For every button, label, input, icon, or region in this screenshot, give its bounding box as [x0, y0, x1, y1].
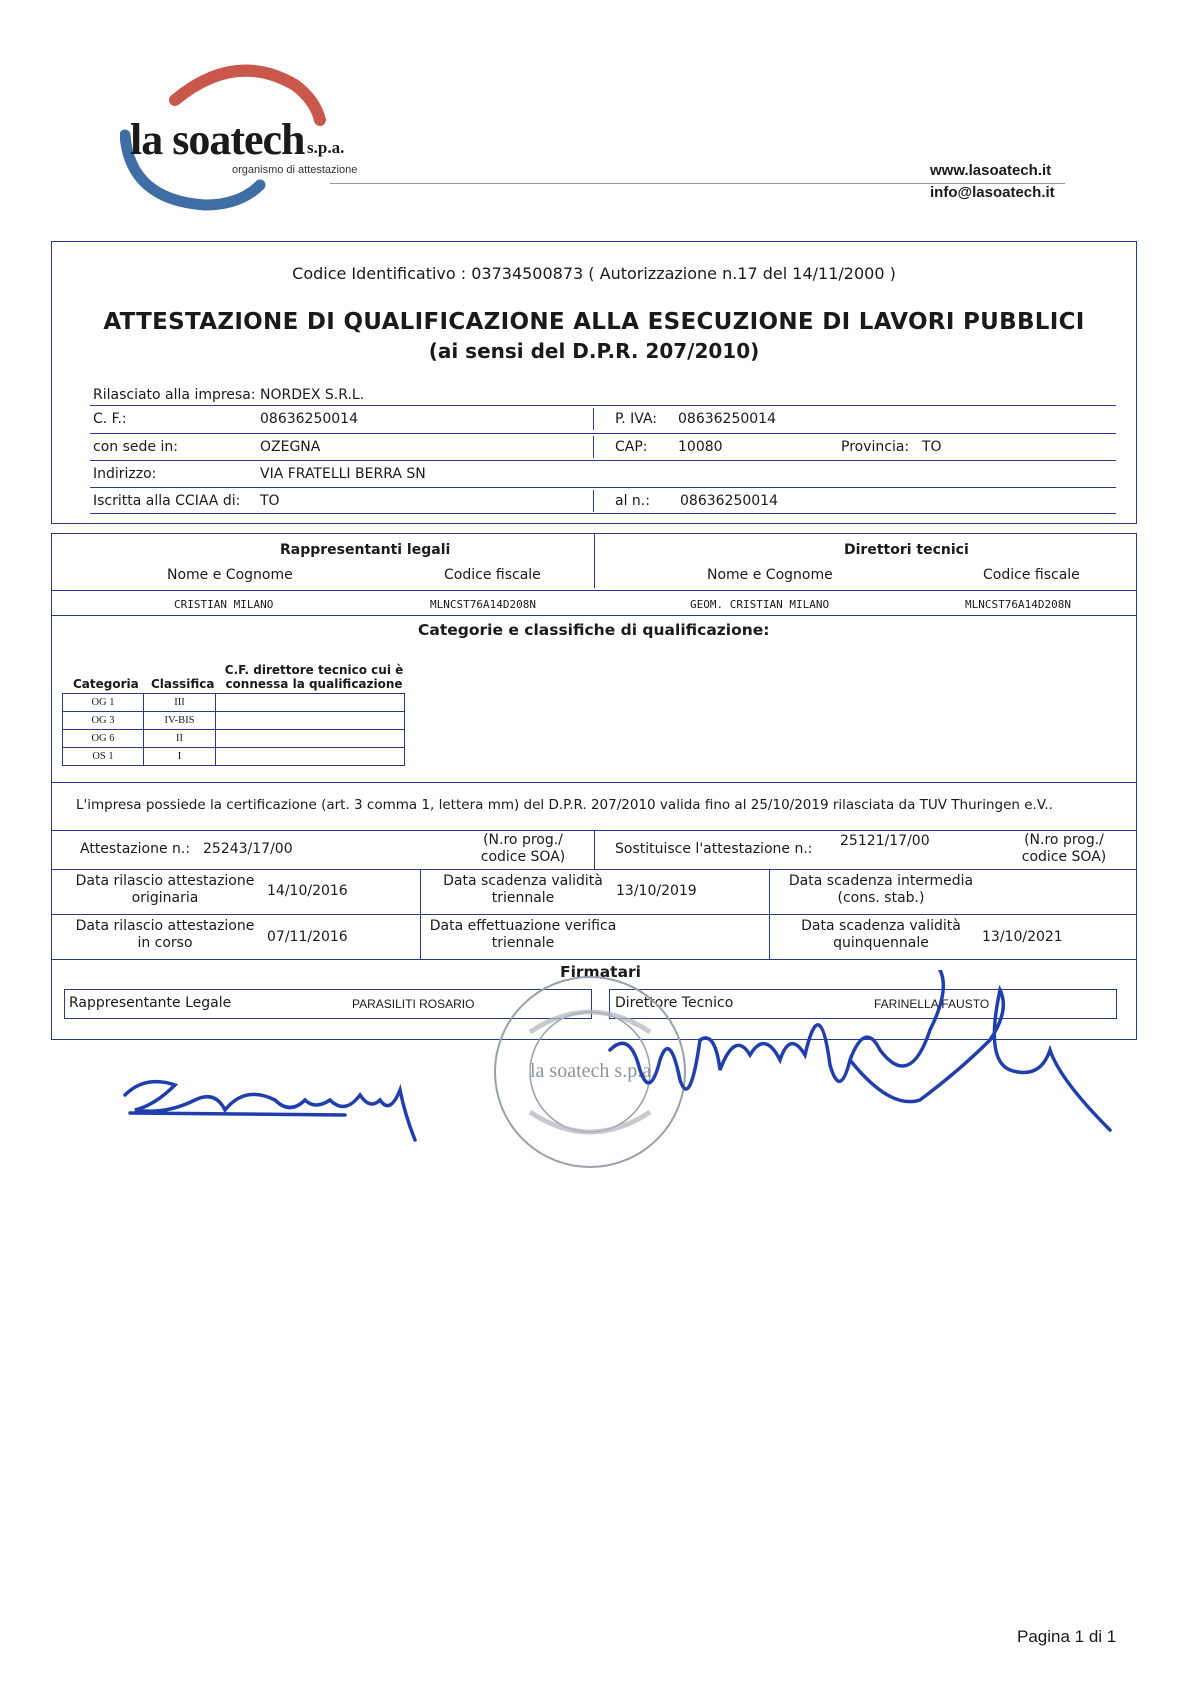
legal-name-value: CRISTIAN MILANO — [174, 598, 274, 611]
sede-value: OZEGNA — [260, 439, 321, 455]
classifica-cell: IV-BIS — [144, 712, 216, 730]
tech-cf-value: MLNCST76A14D208N — [965, 598, 1071, 611]
table-row — [63, 730, 405, 748]
intermediate-expiry-label: Data scadenza intermedia (cons. stab.) — [788, 873, 974, 906]
col-classifica-header: Classifica — [151, 677, 215, 691]
categoria-cell: OG 6 — [63, 730, 144, 748]
tech-signature — [590, 970, 1120, 1140]
logo — [120, 60, 380, 220]
row-divider — [90, 433, 1116, 434]
cf-label: C. F.: — [93, 411, 127, 427]
attestation-number-value: 25243/17/00 — [203, 841, 293, 857]
certification-text: L'impresa possiede la certificazione (art. 3 comma 1, lettera mm) del D.P.R. 207/2010 valida fino al 25/10/2019 rilasciata da TUV Thuringen e.V.. — [76, 797, 1053, 813]
page-subtitle: (ai sensi del D.P.R. 207/2010) — [428, 339, 760, 363]
categories-title: Categorie e classifiche di qualificazione: — [418, 621, 770, 639]
section-divider — [594, 831, 595, 869]
fiveyear-expiry-value: 13/10/2021 — [982, 929, 1063, 945]
row-divider — [593, 490, 594, 512]
page-title: ATTESTAZIONE DI QUALIFICAZIONE ALLA ESECUZIONE DI LAVORI PUBBLICI — [103, 309, 1085, 335]
signatories-title: Firmatari — [560, 963, 641, 981]
tech-name-value: GEOM. CRISTIAN MILANO — [690, 598, 830, 611]
cap-value: 10080 — [678, 439, 723, 455]
page-number: Pagina 1 di 1 — [1017, 1627, 1117, 1646]
website-link[interactable]: www.lasoatech.it — [930, 162, 1052, 179]
orig-release-label: Data rilascio attestazione originaria — [75, 873, 255, 906]
legal-reps-title: Rappresentanti legali — [280, 542, 451, 558]
fiveyear-expiry-label: Data scadenza validità quinquennale — [801, 918, 961, 951]
tech-name-header: Nome e Cognome — [707, 567, 833, 583]
prog-code-label-2: (N.ro prog./ codice SOA) — [1021, 832, 1107, 865]
cciaa-label: Iscritta alla CCIAA di: — [93, 493, 241, 509]
triennial-expiry-label: Data scadenza validità triennale — [443, 873, 603, 906]
triennial-expiry-value: 13/10/2019 — [616, 883, 697, 899]
legal-signature — [115, 1055, 455, 1165]
table-row — [63, 694, 405, 712]
legal-name-header: Nome e Cognome — [167, 567, 293, 583]
legal-signatory-label: Rappresentante Legale — [69, 995, 232, 1011]
cf-cell — [216, 712, 405, 730]
people-divider — [594, 534, 595, 588]
cap-label: CAP: — [615, 439, 648, 455]
attestation-number-label: Attestazione n.: — [80, 841, 191, 857]
logo-tagline: organismo di attestazione — [232, 164, 358, 176]
table-row — [63, 748, 405, 766]
row-divider — [90, 487, 1116, 488]
table-row — [63, 712, 405, 730]
issued-to-value: NORDEX S.R.L. — [260, 387, 365, 403]
cf-cell — [216, 694, 405, 712]
issued-to-label: Rilasciato alla impresa: — [93, 387, 256, 403]
al-n-value: 08636250014 — [680, 493, 778, 509]
piva-value: 08636250014 — [678, 411, 776, 427]
tech-signatory-name: FARINELLA FAUSTO — [874, 997, 990, 1011]
legal-signatory-name: PARASILITI ROSARIO — [352, 997, 475, 1011]
row-divider — [593, 408, 594, 430]
current-release-value: 07/11/2016 — [267, 929, 348, 945]
people-divider — [51, 590, 1137, 591]
row-divider — [90, 460, 1116, 461]
stamp-text: la soatech s.p.a. — [530, 1060, 657, 1082]
classifica-cell: III — [144, 694, 216, 712]
email-link[interactable]: info@lasoatech.it — [930, 184, 1055, 201]
row-divider — [90, 513, 1116, 514]
company-box — [51, 241, 1137, 524]
al-n-label: al n.: — [615, 493, 650, 509]
replaces-value: 25121/17/00 — [840, 833, 930, 849]
triennial-check-label: Data effettuazione verifica triennale — [429, 918, 617, 951]
tech-directors-title: Direttori tecnici — [844, 542, 969, 558]
section-divider — [51, 959, 1137, 960]
orig-release-value: 14/10/2016 — [267, 883, 348, 899]
section-divider — [51, 782, 1137, 783]
indirizzo-value: VIA FRATELLI BERRA SN — [260, 466, 426, 482]
tech-signatory-label: Direttore Tecnico — [615, 995, 734, 1011]
piva-label: P. IVA: — [615, 411, 658, 427]
code-line: Codice Identificativo : 03734500873 ( Autorizzazione n.17 del 14/11/2000 ) — [292, 264, 896, 283]
cf-cell — [216, 730, 405, 748]
legal-cf-header: Codice fiscale — [444, 567, 541, 583]
categoria-cell: OG 1 — [63, 694, 144, 712]
current-release-label: Data rilascio attestazione in corso — [75, 918, 255, 951]
provincia-label: Provincia: — [841, 439, 910, 455]
cf-value: 08636250014 — [260, 411, 358, 427]
row-divider — [90, 405, 1116, 406]
sede-label: con sede in: — [93, 439, 178, 455]
prog-code-label: (N.ro prog./ codice SOA) — [480, 832, 566, 865]
provincia-value: TO — [922, 439, 942, 455]
section-divider — [51, 869, 1137, 870]
replaces-label: Sostituisce l'attestazione n.: — [615, 841, 813, 857]
logo-name: la soatech — [130, 115, 305, 164]
section-divider — [51, 914, 1137, 915]
classifica-cell: I — [144, 748, 216, 766]
col-cf-header: C.F. direttore tecnico cui è connessa la qualificazione — [224, 663, 404, 691]
indirizzo-label: Indirizzo: — [93, 466, 157, 482]
cf-cell — [216, 748, 405, 766]
people-divider — [51, 615, 1137, 616]
col-categoria-header: Categoria — [73, 677, 139, 691]
cciaa-value: TO — [260, 493, 280, 509]
categories-table — [62, 693, 405, 766]
classifica-cell: II — [144, 730, 216, 748]
categoria-cell: OG 3 — [63, 712, 144, 730]
legal-cf-value: MLNCST76A14D208N — [430, 598, 536, 611]
tech-cf-header: Codice fiscale — [983, 567, 1080, 583]
logo-suffix: s.p.a. — [307, 138, 345, 157]
categoria-cell: OS 1 — [63, 748, 144, 766]
row-divider — [593, 436, 594, 458]
